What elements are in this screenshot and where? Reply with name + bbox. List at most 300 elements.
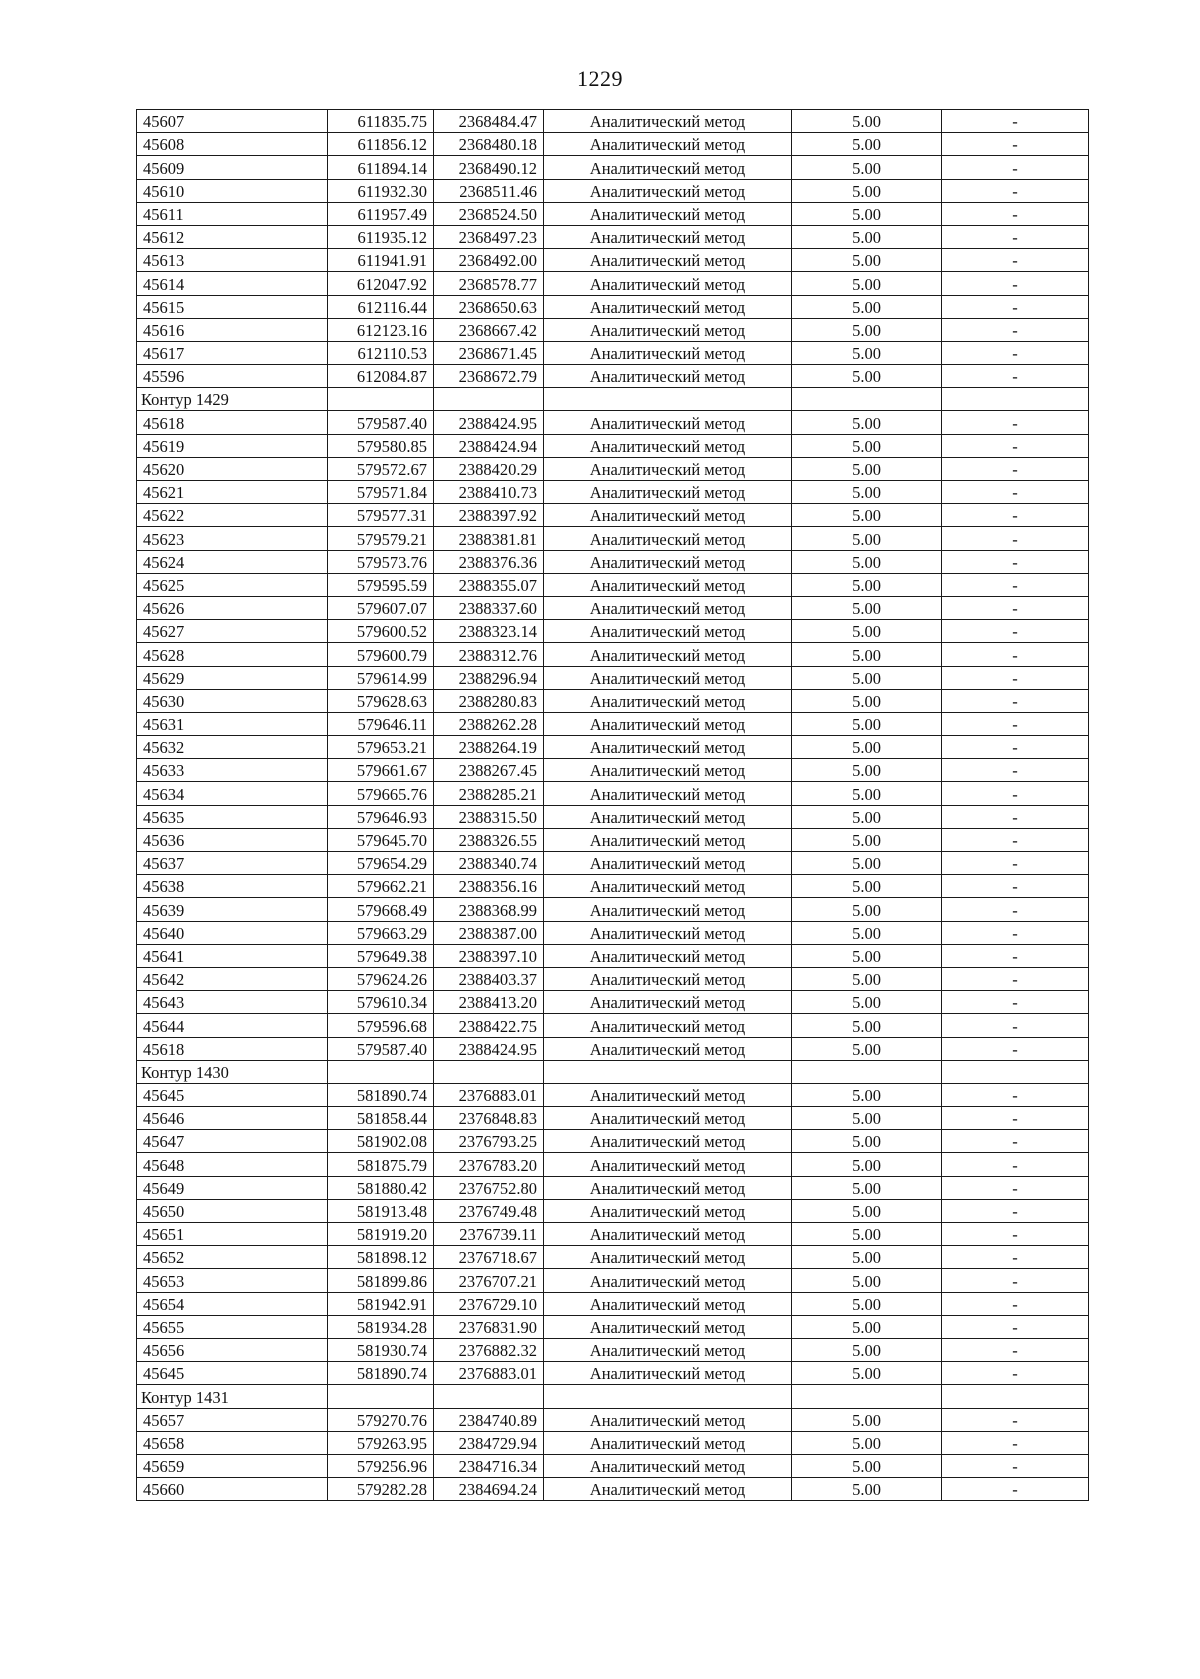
x-coordinate-cell: 611835.75 (328, 110, 434, 133)
y-coordinate-cell: 2368490.12 (434, 156, 544, 179)
note-cell: - (942, 1199, 1089, 1222)
x-coordinate-cell: 581898.12 (328, 1246, 434, 1269)
point-id-cell: 45618 (137, 1037, 328, 1060)
method-cell: Аналитический метод (544, 110, 792, 133)
accuracy-cell: 5.00 (792, 202, 942, 225)
table-row (137, 249, 1089, 272)
method-cell: Аналитический метод (544, 295, 792, 318)
y-coordinate-cell: 2388356.16 (434, 875, 544, 898)
method-cell: Аналитический метод (544, 921, 792, 944)
point-id-cell: 45617 (137, 341, 328, 364)
accuracy-cell: 5.00 (792, 689, 942, 712)
y-coordinate-cell: 2388397.92 (434, 504, 544, 527)
accuracy-cell: 5.00 (792, 1315, 942, 1338)
y-coordinate-cell: 2388296.94 (434, 666, 544, 689)
accuracy-cell: 5.00 (792, 434, 942, 457)
point-id-cell: 45640 (137, 921, 328, 944)
accuracy-cell: 5.00 (792, 1408, 942, 1431)
empty-cell (942, 1060, 1089, 1083)
method-cell: Аналитический метод (544, 852, 792, 875)
method-cell: Аналитический метод (544, 828, 792, 851)
y-coordinate-cell: 2376752.80 (434, 1176, 544, 1199)
method-cell: Аналитический метод (544, 689, 792, 712)
y-coordinate-cell: 2388312.76 (434, 643, 544, 666)
x-coordinate-cell: 579571.84 (328, 481, 434, 504)
point-id-cell: 45629 (137, 666, 328, 689)
table-row (137, 1269, 1089, 1292)
method-cell: Аналитический метод (544, 991, 792, 1014)
note-cell: - (942, 620, 1089, 643)
method-cell: Аналитический метод (544, 1176, 792, 1199)
y-coordinate-cell: 2368497.23 (434, 225, 544, 248)
accuracy-cell: 5.00 (792, 1246, 942, 1269)
x-coordinate-cell: 579649.38 (328, 944, 434, 967)
x-coordinate-cell: 579662.21 (328, 875, 434, 898)
note-cell: - (942, 110, 1089, 133)
method-cell: Аналитический метод (544, 1037, 792, 1060)
accuracy-cell: 5.00 (792, 1083, 942, 1106)
x-coordinate-cell: 579665.76 (328, 782, 434, 805)
note-cell: - (942, 1315, 1089, 1338)
point-id-cell: 45647 (137, 1130, 328, 1153)
x-coordinate-cell: 579600.52 (328, 620, 434, 643)
x-coordinate-cell: 612084.87 (328, 365, 434, 388)
accuracy-cell: 5.00 (792, 1338, 942, 1361)
y-coordinate-cell: 2388323.14 (434, 620, 544, 643)
point-id-cell: 45615 (137, 295, 328, 318)
y-coordinate-cell: 2388315.50 (434, 805, 544, 828)
point-id-cell: 45650 (137, 1199, 328, 1222)
x-coordinate-cell: 579610.34 (328, 991, 434, 1014)
method-cell: Аналитический метод (544, 1269, 792, 1292)
note-cell: - (942, 1454, 1089, 1477)
note-cell: - (942, 179, 1089, 202)
y-coordinate-cell: 2368671.45 (434, 341, 544, 364)
note-cell: - (942, 1362, 1089, 1385)
point-id-cell: 45611 (137, 202, 328, 225)
method-cell: Аналитический метод (544, 1478, 792, 1501)
point-id-cell: 45635 (137, 805, 328, 828)
y-coordinate-cell: 2376718.67 (434, 1246, 544, 1269)
accuracy-cell: 5.00 (792, 550, 942, 573)
y-coordinate-cell: 2376729.10 (434, 1292, 544, 1315)
page-number: 1229 (577, 66, 623, 91)
method-cell: Аналитический метод (544, 202, 792, 225)
x-coordinate-cell: 579282.28 (328, 1478, 434, 1501)
x-coordinate-cell: 579668.49 (328, 898, 434, 921)
table-row (137, 179, 1089, 202)
table-row (137, 1246, 1089, 1269)
method-cell: Аналитический метод (544, 1083, 792, 1106)
note-cell: - (942, 759, 1089, 782)
table-row (137, 318, 1089, 341)
y-coordinate-cell: 2388355.07 (434, 573, 544, 596)
accuracy-cell: 5.00 (792, 944, 942, 967)
point-id-cell: 45628 (137, 643, 328, 666)
x-coordinate-cell: 611957.49 (328, 202, 434, 225)
accuracy-cell: 5.00 (792, 318, 942, 341)
point-id-cell: 45642 (137, 967, 328, 990)
note-cell: - (942, 318, 1089, 341)
y-coordinate-cell: 2388397.10 (434, 944, 544, 967)
accuracy-cell: 5.00 (792, 1107, 942, 1130)
note-cell: - (942, 921, 1089, 944)
note-cell: - (942, 573, 1089, 596)
note-cell: - (942, 133, 1089, 156)
method-cell: Аналитический метод (544, 944, 792, 967)
y-coordinate-cell: 2376848.83 (434, 1107, 544, 1130)
x-coordinate-cell: 581942.91 (328, 1292, 434, 1315)
contour-header-row (137, 1385, 1089, 1408)
x-coordinate-cell: 579587.40 (328, 1037, 434, 1060)
y-coordinate-cell: 2388326.55 (434, 828, 544, 851)
y-coordinate-cell: 2388264.19 (434, 736, 544, 759)
accuracy-cell: 5.00 (792, 1454, 942, 1477)
x-coordinate-cell: 611856.12 (328, 133, 434, 156)
point-id-cell: 45616 (137, 318, 328, 341)
table-row (137, 666, 1089, 689)
x-coordinate-cell: 579573.76 (328, 550, 434, 573)
accuracy-cell: 5.00 (792, 666, 942, 689)
method-cell: Аналитический метод (544, 805, 792, 828)
accuracy-cell: 5.00 (792, 1199, 942, 1222)
method-cell: Аналитический метод (544, 759, 792, 782)
accuracy-cell: 5.00 (792, 759, 942, 782)
point-id-cell: 45633 (137, 759, 328, 782)
y-coordinate-cell: 2388376.36 (434, 550, 544, 573)
x-coordinate-cell: 579263.95 (328, 1431, 434, 1454)
table-row (137, 434, 1089, 457)
table-row (137, 1408, 1089, 1431)
x-coordinate-cell: 579646.93 (328, 805, 434, 828)
table-row (137, 295, 1089, 318)
method-cell: Аналитический метод (544, 573, 792, 596)
accuracy-cell: 5.00 (792, 272, 942, 295)
accuracy-cell: 5.00 (792, 620, 942, 643)
note-cell: - (942, 712, 1089, 735)
method-cell: Аналитический метод (544, 1362, 792, 1385)
note-cell: - (942, 1223, 1089, 1246)
point-id-cell: 45641 (137, 944, 328, 967)
x-coordinate-cell: 579595.59 (328, 573, 434, 596)
y-coordinate-cell: 2388337.60 (434, 596, 544, 619)
table-row (137, 225, 1089, 248)
accuracy-cell: 5.00 (792, 411, 942, 434)
contour-header-row (137, 1060, 1089, 1083)
point-id-cell: 45626 (137, 596, 328, 619)
accuracy-cell: 5.00 (792, 225, 942, 248)
accuracy-cell: 5.00 (792, 1176, 942, 1199)
note-cell: - (942, 1269, 1089, 1292)
contour-header-row (137, 388, 1089, 411)
y-coordinate-cell: 2376882.32 (434, 1338, 544, 1361)
y-coordinate-cell: 2376883.01 (434, 1083, 544, 1106)
method-cell: Аналитический метод (544, 550, 792, 573)
accuracy-cell: 5.00 (792, 1292, 942, 1315)
method-cell: Аналитический метод (544, 341, 792, 364)
method-cell: Аналитический метод (544, 411, 792, 434)
y-coordinate-cell: 2376831.90 (434, 1315, 544, 1338)
accuracy-cell: 5.00 (792, 249, 942, 272)
note-cell: - (942, 202, 1089, 225)
accuracy-cell: 5.00 (792, 1153, 942, 1176)
y-coordinate-cell: 2388280.83 (434, 689, 544, 712)
method-cell: Аналитический метод (544, 1454, 792, 1477)
table-row (137, 457, 1089, 480)
x-coordinate-cell: 612116.44 (328, 295, 434, 318)
note-cell: - (942, 434, 1089, 457)
y-coordinate-cell: 2388410.73 (434, 481, 544, 504)
note-cell: - (942, 1037, 1089, 1060)
y-coordinate-cell: 2388413.20 (434, 991, 544, 1014)
x-coordinate-cell: 612047.92 (328, 272, 434, 295)
method-cell: Аналитический метод (544, 1153, 792, 1176)
table-row (137, 133, 1089, 156)
point-id-cell: 45623 (137, 527, 328, 550)
x-coordinate-cell: 579579.21 (328, 527, 434, 550)
method-cell: Аналитический метод (544, 1315, 792, 1338)
accuracy-cell: 5.00 (792, 341, 942, 364)
method-cell: Аналитический метод (544, 179, 792, 202)
accuracy-cell: 5.00 (792, 110, 942, 133)
x-coordinate-cell: 581880.42 (328, 1176, 434, 1199)
table-row (137, 1223, 1089, 1246)
point-id-cell: 45619 (137, 434, 328, 457)
point-id-cell: 45643 (137, 991, 328, 1014)
table-row (137, 898, 1089, 921)
method-cell: Аналитический метод (544, 225, 792, 248)
method-cell: Аналитический метод (544, 156, 792, 179)
x-coordinate-cell: 581930.74 (328, 1338, 434, 1361)
table-row (137, 991, 1089, 1014)
point-id-cell: 45607 (137, 110, 328, 133)
y-coordinate-cell: 2376783.20 (434, 1153, 544, 1176)
note-cell: - (942, 411, 1089, 434)
x-coordinate-cell: 579628.63 (328, 689, 434, 712)
y-coordinate-cell: 2368480.18 (434, 133, 544, 156)
y-coordinate-cell: 2388424.94 (434, 434, 544, 457)
note-cell: - (942, 1153, 1089, 1176)
table-row (137, 527, 1089, 550)
table-row (137, 1199, 1089, 1222)
x-coordinate-cell: 581890.74 (328, 1083, 434, 1106)
empty-cell (792, 1385, 942, 1408)
y-coordinate-cell: 2376707.21 (434, 1269, 544, 1292)
y-coordinate-cell: 2388267.45 (434, 759, 544, 782)
point-id-cell: 45657 (137, 1408, 328, 1431)
note-cell: - (942, 1107, 1089, 1130)
method-cell: Аналитический метод (544, 782, 792, 805)
table-row (137, 365, 1089, 388)
accuracy-cell: 5.00 (792, 1478, 942, 1501)
table-row (137, 852, 1089, 875)
method-cell: Аналитический метод (544, 1408, 792, 1431)
accuracy-cell: 5.00 (792, 133, 942, 156)
point-id-cell: 45658 (137, 1431, 328, 1454)
coordinates-table (136, 109, 1089, 1501)
note-cell: - (942, 666, 1089, 689)
table-row (137, 341, 1089, 364)
note-cell: - (942, 527, 1089, 550)
y-coordinate-cell: 2384729.94 (434, 1431, 544, 1454)
table-row (137, 967, 1089, 990)
accuracy-cell: 5.00 (792, 295, 942, 318)
table-row (137, 1130, 1089, 1153)
y-coordinate-cell: 2388340.74 (434, 852, 544, 875)
x-coordinate-cell: 581913.48 (328, 1199, 434, 1222)
note-cell: - (942, 1338, 1089, 1361)
point-id-cell: 45610 (137, 179, 328, 202)
accuracy-cell: 5.00 (792, 596, 942, 619)
note-cell: - (942, 875, 1089, 898)
y-coordinate-cell: 2384694.24 (434, 1478, 544, 1501)
point-id-cell: 45645 (137, 1362, 328, 1385)
note-cell: - (942, 457, 1089, 480)
accuracy-cell: 5.00 (792, 967, 942, 990)
accuracy-cell: 5.00 (792, 156, 942, 179)
x-coordinate-cell: 579607.07 (328, 596, 434, 619)
table-row (137, 1478, 1089, 1501)
point-id-cell: 45644 (137, 1014, 328, 1037)
point-id-cell: 45625 (137, 573, 328, 596)
method-cell: Аналитический метод (544, 967, 792, 990)
table-row (137, 411, 1089, 434)
x-coordinate-cell: 579654.29 (328, 852, 434, 875)
table-row (137, 875, 1089, 898)
x-coordinate-cell: 612123.16 (328, 318, 434, 341)
table-row (137, 596, 1089, 619)
table-row (137, 481, 1089, 504)
note-cell: - (942, 1083, 1089, 1106)
point-id-cell: 45651 (137, 1223, 328, 1246)
accuracy-cell: 5.00 (792, 712, 942, 735)
method-cell: Аналитический метод (544, 457, 792, 480)
y-coordinate-cell: 2368667.42 (434, 318, 544, 341)
table-row (137, 1454, 1089, 1477)
table-row (137, 1107, 1089, 1130)
empty-cell (544, 1060, 792, 1083)
accuracy-cell: 5.00 (792, 921, 942, 944)
table-row (137, 805, 1089, 828)
empty-cell (434, 1385, 544, 1408)
y-coordinate-cell: 2388368.99 (434, 898, 544, 921)
table-row (137, 1037, 1089, 1060)
note-cell: - (942, 1246, 1089, 1269)
x-coordinate-cell: 611941.91 (328, 249, 434, 272)
y-coordinate-cell: 2388262.28 (434, 712, 544, 735)
table-row (137, 1014, 1089, 1037)
accuracy-cell: 5.00 (792, 736, 942, 759)
x-coordinate-cell: 579653.21 (328, 736, 434, 759)
x-coordinate-cell: 581858.44 (328, 1107, 434, 1130)
accuracy-cell: 5.00 (792, 782, 942, 805)
y-coordinate-cell: 2384740.89 (434, 1408, 544, 1431)
table-row (137, 643, 1089, 666)
note-cell: - (942, 736, 1089, 759)
table-row (137, 712, 1089, 735)
table-row (137, 272, 1089, 295)
point-id-cell: 45649 (137, 1176, 328, 1199)
y-coordinate-cell: 2388422.75 (434, 1014, 544, 1037)
y-coordinate-cell: 2376739.11 (434, 1223, 544, 1246)
point-id-cell: 45613 (137, 249, 328, 272)
method-cell: Аналитический метод (544, 504, 792, 527)
table-row (137, 1083, 1089, 1106)
method-cell: Аналитический метод (544, 875, 792, 898)
x-coordinate-cell: 579663.29 (328, 921, 434, 944)
note-cell: - (942, 1408, 1089, 1431)
empty-cell (328, 1060, 434, 1083)
y-coordinate-cell: 2384716.34 (434, 1454, 544, 1477)
y-coordinate-cell: 2388424.95 (434, 411, 544, 434)
y-coordinate-cell: 2388285.21 (434, 782, 544, 805)
note-cell: - (942, 643, 1089, 666)
x-coordinate-cell: 611932.30 (328, 179, 434, 202)
accuracy-cell: 5.00 (792, 481, 942, 504)
point-id-cell: 45655 (137, 1315, 328, 1338)
note-cell: - (942, 1130, 1089, 1153)
point-id-cell: 45634 (137, 782, 328, 805)
point-id-cell: 45660 (137, 1478, 328, 1501)
accuracy-cell: 5.00 (792, 643, 942, 666)
point-id-cell: 45648 (137, 1153, 328, 1176)
accuracy-cell: 5.00 (792, 828, 942, 851)
note-cell: - (942, 550, 1089, 573)
y-coordinate-cell: 2376793.25 (434, 1130, 544, 1153)
x-coordinate-cell: 581875.79 (328, 1153, 434, 1176)
method-cell: Аналитический метод (544, 1223, 792, 1246)
point-id-cell: 45609 (137, 156, 328, 179)
method-cell: Аналитический метод (544, 1292, 792, 1315)
point-id-cell: 45608 (137, 133, 328, 156)
contour-label: Контур 1431 (137, 1385, 328, 1408)
table-row (137, 504, 1089, 527)
point-id-cell: 45621 (137, 481, 328, 504)
x-coordinate-cell: 579580.85 (328, 434, 434, 457)
accuracy-cell: 5.00 (792, 1431, 942, 1454)
point-id-cell: 45620 (137, 457, 328, 480)
method-cell: Аналитический метод (544, 481, 792, 504)
table-row (137, 1362, 1089, 1385)
point-id-cell: 45627 (137, 620, 328, 643)
table-row (137, 944, 1089, 967)
note-cell: - (942, 341, 1089, 364)
note-cell: - (942, 898, 1089, 921)
note-cell: - (942, 1292, 1089, 1315)
y-coordinate-cell: 2388381.81 (434, 527, 544, 550)
x-coordinate-cell: 579661.67 (328, 759, 434, 782)
point-id-cell: 45645 (137, 1083, 328, 1106)
coordinates-table-body (137, 110, 1089, 1501)
point-id-cell: 45656 (137, 1338, 328, 1361)
empty-cell (942, 388, 1089, 411)
point-id-cell: 45630 (137, 689, 328, 712)
x-coordinate-cell: 579614.99 (328, 666, 434, 689)
note-cell: - (942, 967, 1089, 990)
accuracy-cell: 5.00 (792, 852, 942, 875)
y-coordinate-cell: 2388424.95 (434, 1037, 544, 1060)
x-coordinate-cell: 579577.31 (328, 504, 434, 527)
accuracy-cell: 5.00 (792, 898, 942, 921)
table-row (137, 1153, 1089, 1176)
x-coordinate-cell: 579270.76 (328, 1408, 434, 1431)
note-cell: - (942, 805, 1089, 828)
y-coordinate-cell: 2368484.47 (434, 110, 544, 133)
method-cell: Аналитический метод (544, 1338, 792, 1361)
method-cell: Аналитический метод (544, 133, 792, 156)
method-cell: Аналитический метод (544, 1107, 792, 1130)
note-cell: - (942, 991, 1089, 1014)
